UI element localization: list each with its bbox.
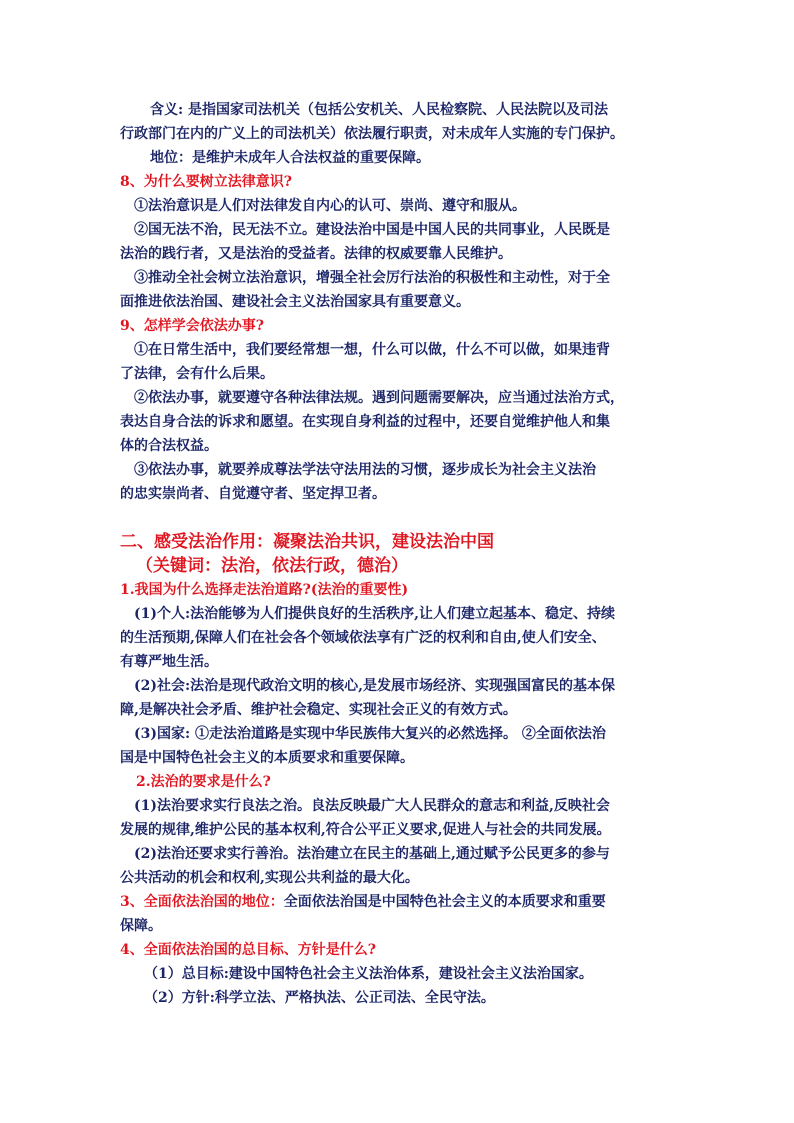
- q8-point-3-cont: 面推进依法治国、建设社会主义法治国家具有重要意义。: [120, 294, 470, 310]
- q8-point-1: ①法治意识是人们对法律发自内心的认可、崇尚、遵守和服从。: [134, 198, 526, 214]
- q9-point-1-cont: 了法律，会有什么后果。: [120, 366, 274, 382]
- point-1-1-end: 有尊严地生活。: [120, 654, 218, 670]
- point-1-3-cont: 国是中国特色社会主义的本质要求和重要保障。: [120, 750, 414, 766]
- definition-line-2: 行政部门在内的广义上的司法机关）依法履行职责，对未成年人实施的专门保护。: [120, 126, 624, 142]
- section-two-title: 二、感受法治作用：凝聚法治共识，建设法治中国: [120, 532, 494, 552]
- definition-line-1: 含义: 是指国家司法机关（包括公安机关、人民检察院、人民法院以及司法: [150, 102, 609, 118]
- q8-point-3: ③推动全社会树立法治意识，增强全社会厉行法治的积极性和主动性，对于全: [134, 270, 610, 286]
- q8-point-2-cont: 法治的践行者，又是法治的受益者。法律的权威要靠人民维护。: [120, 246, 512, 262]
- point-1-1-cont: 的生活预期,保障人们在社会各个领域依法享有广泛的权利和自由,使人们安全、: [120, 630, 606, 646]
- point-4-1: （1）总目标:建设中国特色社会主义法治体系，建设社会主义法治国家。: [144, 966, 593, 982]
- heading-q9: 9、怎样学会依法办事?: [120, 318, 264, 334]
- heading-3-line: [120, 892, 606, 912]
- q9-point-3: ③依法办事，就要养成尊法学法守法用法的习惯，逐步成长为社会主义法治: [134, 462, 596, 478]
- q9-point-2-cont: 表达自身合法的诉求和愿望。在实现自身利益的过程中，还要自觉维护他人和集: [120, 414, 610, 430]
- q9-point-2: ②依法办事，就要遵守各种法律法规。遇到问题需要解决，应当通过法治方式，: [134, 390, 624, 406]
- section-two-keywords: （关键词：法治，依法行政，德治）: [136, 556, 408, 576]
- heading-3-cont: 保障。: [120, 918, 162, 934]
- point-4-2: （2）方针:科学立法、严格执法、公正司法、全民守法。: [144, 990, 495, 1006]
- point-1-3: (3)国家: ①走法治道路是实现中华民族伟大复兴的必然选择。 ②全面依法治: [134, 726, 606, 742]
- point-1-2: (2)社会:法治是现代政治文明的核心,是发展市场经济、实现强国富民的基本保: [134, 678, 616, 694]
- q9-point-2-end: 体的合法权益。: [120, 438, 218, 454]
- q8-point-2: ②国无法不治，民无法不立。建设法治中国是中国人民的共同事业，人民既是: [134, 222, 610, 238]
- heading-4: 4、全面依法治国的总目标、方针是什么?: [120, 942, 376, 958]
- q9-point-3-cont: 的忠实崇尚者、自觉遵守者、坚定捍卫者。: [120, 486, 386, 502]
- status-line: 地位：是维护未成年人合法权益的重要保障。: [150, 150, 430, 166]
- point-2-2-cont: 公共活动的机会和权利,实现公共利益的最大化。: [120, 870, 419, 886]
- point-2-1: (1)法治要求实行良法之治。良法反映最广大人民群众的意志和利益,反映社会: [134, 798, 610, 814]
- heading-2: 2.法治的要求是什么?: [136, 774, 271, 790]
- heading-3-text: 全面依法治国是中国特色社会主义的本质要求和重要: [283, 894, 606, 910]
- heading-3: 3、全面依法治国的地位：: [120, 894, 284, 910]
- point-2-1-cont: 发展的规律,维护公民的基本权利,符合公平正义要求,促进人与社会的共同发展。: [120, 822, 611, 838]
- heading-q8: 8、为什么要树立法律意识?: [120, 174, 292, 190]
- point-1-2-cont: 障,是解决社会矛盾、维护社会稳定、实现社会正义的有效方式。: [120, 702, 517, 718]
- heading-1: 1.我国为什么选择走法治道路?(法治的重要性): [120, 582, 409, 598]
- point-2-2: (2)法治还要求实行善治。法治建立在民主的基础上,通过赋予公民更多的参与: [134, 846, 610, 862]
- q9-point-1: ①在日常生活中，我们要经常想一想，什么可以做，什么不可以做，如果违背: [134, 342, 610, 358]
- point-1-1: (1)个人:法治能够为人们提供良好的生活秩序,让人们建立起基本、稳定、持续: [134, 606, 616, 622]
